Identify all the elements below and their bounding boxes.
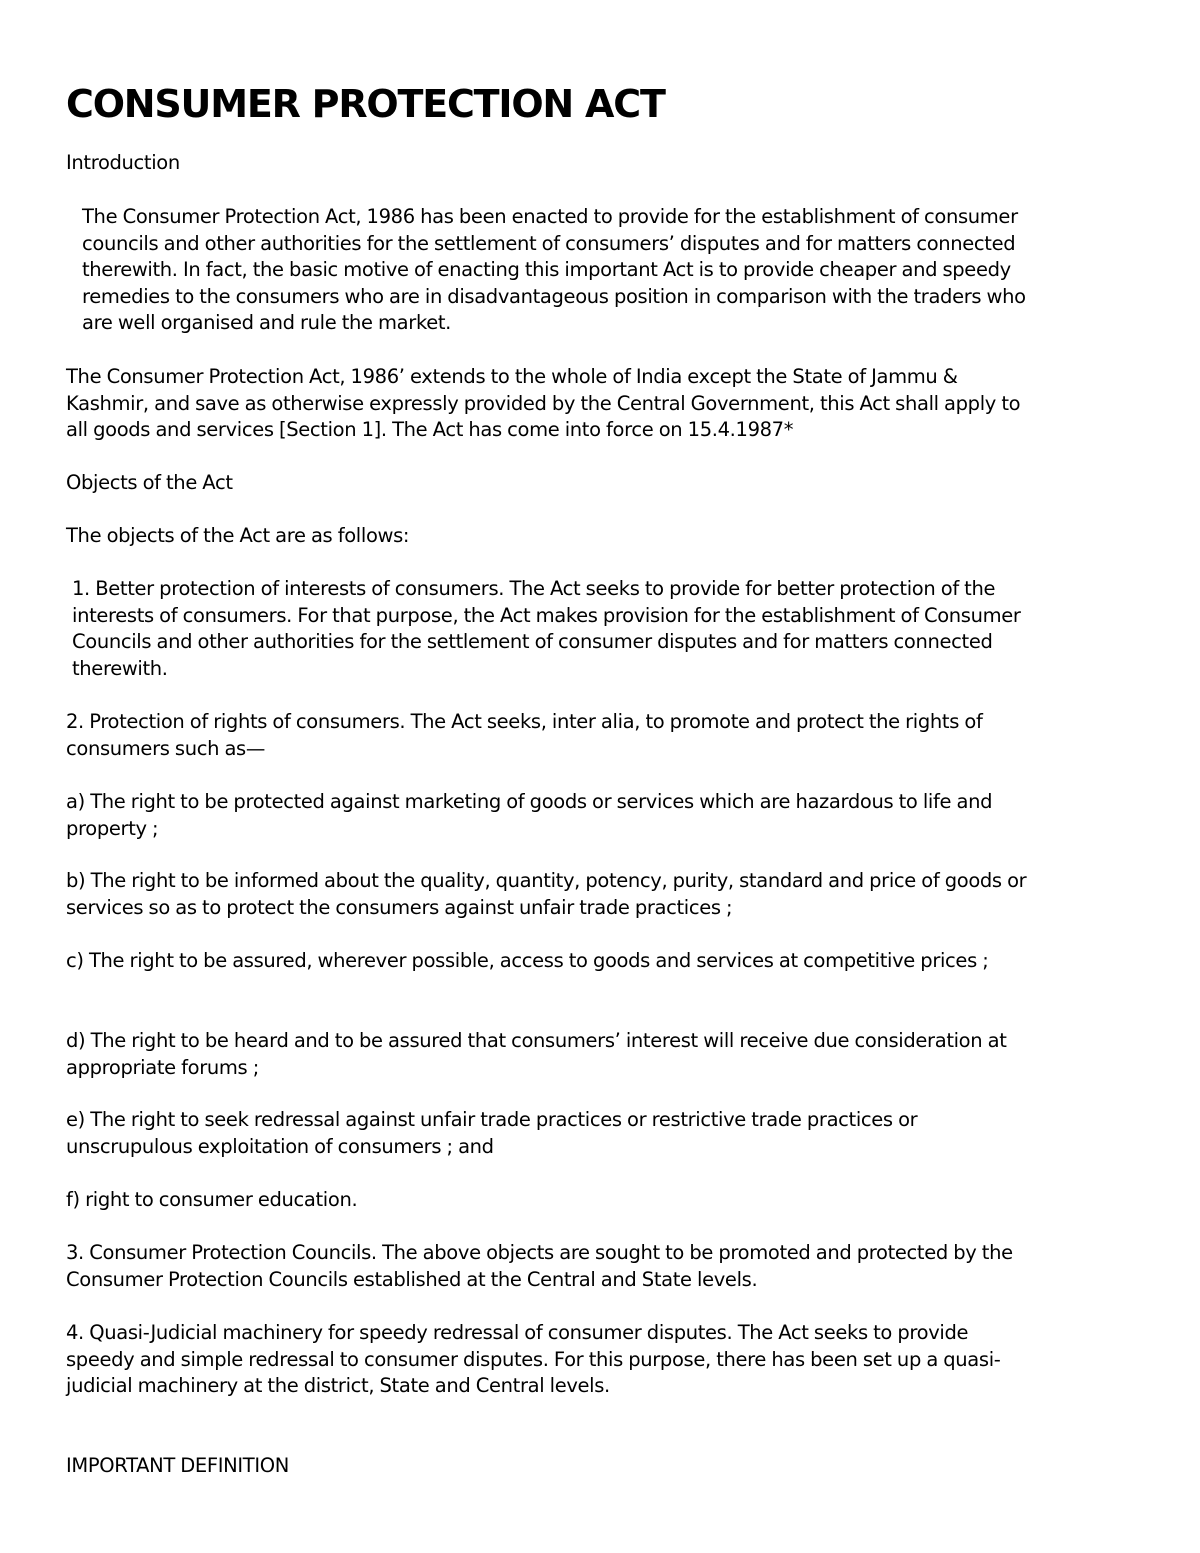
object-1-paragraph: 1. Better protection of interests of consumers. The Act seeks to provide for better protection of the interests of consumers. For that purpose, the Act makes provision for the establishment of Consumer Councils and other authorities for the settlement of consumer disputes and for matters connected therewith. bbox=[72, 577, 1021, 680]
intro-paragraph: The Consumer Protection Act, 1986 has been enacted to provide for the establishment of consumer councils and other authorities for the settlement of consumers’ disputes and for matters connected therewith. In fact, the basic motive of enacting this important Act is to provide cheaper and speedy remedies to the consumers who are in disadvantageous position in comparison with the traders who are well organised and rule the market. bbox=[82, 205, 1026, 335]
right-d-item: d) The right to be heard and to be assured that consumers’ interest will receive due consideration at appropriate forums ; bbox=[66, 1029, 1007, 1079]
extent-paragraph: The Consumer Protection Act, 1986’ extends to the whole of India except the State of Jammu & Kashmir, and save as otherwise expressly provided by the Central Government, this Act shall apply to all goods and services [Section 1]. The Act has come into force on 15.4.1987* bbox=[66, 365, 1021, 442]
objects-heading: Objects of the Act bbox=[66, 471, 233, 494]
right-b-item: b) The right to be informed about the quality, quantity, potency, purity, standard and price of goods or services so as to protect the consumers against unfair trade practices ; bbox=[66, 869, 1027, 919]
definitions-heading: IMPORTANT DEFINITION bbox=[66, 1454, 289, 1477]
introduction-heading: Introduction bbox=[66, 151, 180, 174]
right-c-item: c) The right to be assured, wherever possible, access to goods and services at competitive prices ; bbox=[66, 949, 989, 972]
right-e-item: e) The right to seek redressal against unfair trade practices or restrictive trade practices or unscrupulous exploitation of consumers ; and bbox=[66, 1108, 918, 1158]
right-a-item: a) The right to be protected against marketing of goods or services which are hazardous to life and property ; bbox=[66, 790, 993, 840]
object-3-paragraph: 3. Consumer Protection Councils. The above objects are sought to be promoted and protected by the Consumer Protection Councils established at the Central and State levels. bbox=[66, 1241, 1013, 1291]
object-4-paragraph: 4. Quasi-Judicial machinery for speedy redressal of consumer disputes. The Act seeks to provide speedy and simple redressal to consumer disputes. For this purpose, there has been set up a quasi-judicial machinery at the district, State and Central levels. bbox=[66, 1321, 1001, 1398]
right-f-item: f) right to consumer education. bbox=[66, 1188, 358, 1211]
object-2-paragraph: 2. Protection of rights of consumers. The Act seeks, inter alia, to promote and protect the rights of consumers such as— bbox=[66, 710, 983, 760]
objects-intro: The objects of the Act are as follows: bbox=[66, 524, 410, 547]
document-title: CONSUMER PROTECTION ACT bbox=[66, 82, 665, 126]
